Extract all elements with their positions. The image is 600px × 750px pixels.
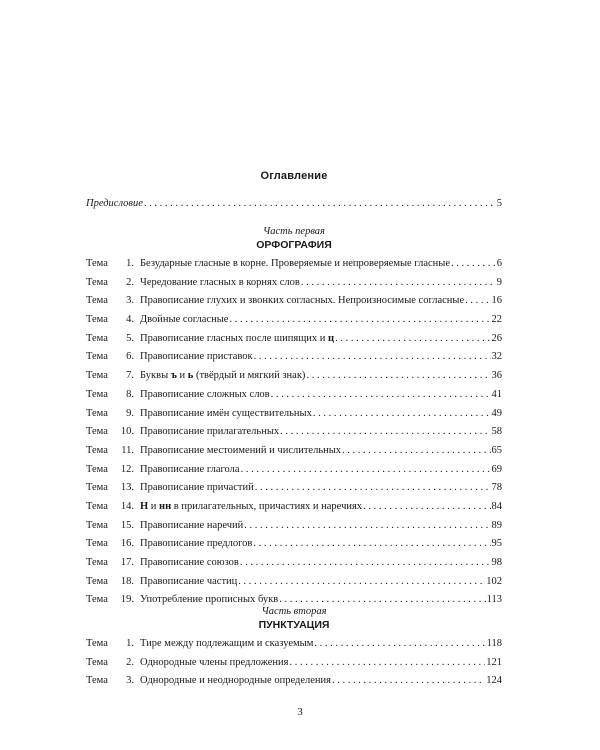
topic-label: Тема — [86, 258, 108, 269]
toc-row[interactable] — [86, 389, 502, 408]
leader-dots — [289, 657, 485, 668]
toc-row[interactable] — [86, 675, 502, 694]
topic-page: 58 — [491, 426, 502, 438]
topic-title: Тире между подлежащим и сказуемым — [140, 638, 314, 649]
topic-page: 41 — [491, 388, 502, 400]
topic-title: Правописание прилагательных — [140, 426, 280, 438]
leader-dots — [229, 314, 490, 325]
part2-title: ПУНКТУАЦИЯ — [258, 619, 330, 631]
leader-dots — [144, 198, 496, 209]
topic-page: 9 — [496, 276, 502, 288]
topic-page: 95 — [491, 538, 502, 550]
leader-dots — [306, 370, 490, 381]
topic-page: 124 — [486, 675, 502, 687]
topic-title-text: Правописание гласных после шипящих и — [140, 332, 329, 344]
topic-number: 3. — [126, 295, 134, 307]
topic-page: 69 — [491, 463, 502, 475]
leader-dots — [279, 594, 485, 605]
topic-page: 36 — [491, 370, 502, 382]
topic-title: Правописание сложных слов — [140, 388, 270, 400]
topic-label: Тема — [86, 463, 108, 475]
topic-number: 19. — [120, 594, 134, 606]
topic-label: Тема — [86, 388, 108, 400]
topic-title-bold-letter: Н — [140, 500, 149, 512]
toc-row[interactable] — [86, 370, 502, 389]
topic-page: 121 — [486, 656, 502, 668]
topic-label: Тема — [86, 444, 108, 456]
part1-topic-list — [86, 258, 502, 613]
topic-title-text: Буквы — [140, 370, 171, 382]
topic-page: 102 — [486, 575, 502, 587]
leader-dots — [363, 501, 490, 512]
leader-dots — [238, 576, 485, 587]
leader-dots — [313, 408, 491, 419]
topic-title — [140, 370, 305, 381]
toc-row[interactable] — [86, 314, 502, 333]
topic-page: 16 — [491, 295, 502, 307]
topic-label: Тема — [86, 370, 108, 382]
leader-dots — [314, 638, 485, 649]
topic-title: Правописание имён существительных — [140, 407, 312, 419]
leader-dots — [271, 389, 491, 400]
toc-row[interactable] — [86, 333, 502, 352]
part2-subtitle: Часть вторая — [261, 606, 327, 617]
topic-title: Правописание наречий — [140, 519, 244, 531]
topic-page: 113 — [486, 594, 502, 606]
topic-number: 1. — [126, 258, 134, 269]
topic-label: Тема — [86, 407, 108, 419]
page-number: 3 — [297, 706, 303, 718]
topic-page: 65 — [491, 444, 502, 456]
leader-dots — [332, 675, 485, 686]
leader-dots — [280, 426, 490, 437]
topic-label: Тема — [86, 538, 108, 550]
part1-title: ОРФОГРАФИЯ — [256, 239, 332, 251]
topic-page: 89 — [491, 519, 502, 531]
leader-dots — [335, 333, 490, 344]
toc-row[interactable] — [86, 351, 502, 370]
part2-topic-list — [86, 638, 502, 694]
topic-title-bold-letter: нн — [159, 500, 172, 512]
topic-number: 15. — [120, 519, 134, 531]
topic-page: 49 — [491, 407, 502, 419]
topic-title-bold-letter: ь — [187, 370, 194, 382]
topic-title: Чередование гласных в корнях слов — [140, 276, 300, 288]
topic-title: Двойные согласные — [140, 314, 229, 326]
topic-title-bold-letter: ц — [328, 332, 335, 344]
topic-title: Правописание глухих и звонких согласных. Непроизносимые согласные — [140, 295, 465, 307]
toc-row[interactable] — [86, 657, 502, 676]
toc-row[interactable] — [86, 408, 502, 427]
toc-row[interactable] — [86, 295, 502, 314]
topic-title: Однородные члены предложения — [140, 656, 289, 668]
topic-number: 2. — [126, 656, 134, 668]
topic-label: Тема — [86, 276, 108, 288]
topic-label: Тема — [86, 656, 108, 668]
topic-number: 10. — [120, 426, 134, 438]
leader-dots — [465, 295, 490, 306]
topic-page: 118 — [486, 638, 502, 649]
leader-dots — [253, 538, 490, 549]
topic-title: Правописание предлогов — [140, 538, 253, 550]
topic-number: 5. — [126, 332, 134, 344]
topic-number: 12. — [120, 463, 134, 475]
preface-entry[interactable] — [86, 198, 502, 209]
toc-row[interactable] — [86, 258, 502, 277]
toc-row[interactable] — [86, 576, 502, 595]
topic-label: Тема — [86, 519, 108, 531]
part1-subtitle: Часть первая — [263, 226, 325, 237]
topic-number: 2. — [126, 276, 134, 288]
topic-label: Тема — [86, 675, 108, 687]
topic-number: 4. — [126, 314, 134, 326]
topic-label: Тема — [86, 638, 108, 649]
topic-label: Тема — [86, 500, 108, 512]
preface-label: Предисловие — [86, 198, 143, 209]
topic-page: 22 — [491, 314, 502, 326]
topic-number: 7. — [126, 370, 134, 382]
topic-label: Тема — [86, 482, 108, 494]
topic-title-text: и — [176, 370, 188, 382]
toc-row[interactable] — [86, 638, 502, 657]
toc-row[interactable] — [86, 520, 502, 539]
topic-title — [140, 501, 362, 512]
topic-title: Правописание приставок — [140, 351, 253, 363]
leader-dots — [244, 520, 490, 531]
topic-label: Тема — [86, 594, 108, 606]
topic-label: Тема — [86, 557, 108, 568]
toc-row[interactable] — [86, 501, 502, 520]
topic-page: 84 — [491, 500, 502, 512]
leader-dots — [255, 482, 491, 493]
part1-heading — [86, 226, 502, 251]
toc-row[interactable] — [86, 277, 502, 296]
topic-title: Правописание местоимений и числительных — [140, 444, 342, 456]
topic-label: Тема — [86, 332, 108, 344]
topic-number: 1. — [126, 638, 134, 649]
leader-dots — [342, 445, 490, 456]
topic-number: 14. — [120, 500, 134, 512]
topic-title: Употребление прописных букв — [140, 594, 279, 606]
topic-title-bold-letter: ъ — [170, 370, 177, 382]
toc-row[interactable] — [86, 426, 502, 445]
topic-label: Тема — [86, 426, 108, 438]
topic-title: Правописание причастий — [140, 482, 254, 494]
topic-label: Тема — [86, 314, 108, 326]
toc-row[interactable] — [86, 445, 502, 464]
toc-row[interactable] — [86, 538, 502, 557]
toc-row[interactable] — [86, 482, 502, 501]
toc-title: Оглавление — [260, 170, 328, 182]
topic-title: Безударные гласные в корне. Проверяемые и непроверяемые гласные — [140, 258, 450, 269]
topic-number: 13. — [120, 482, 134, 494]
topic-number: 9. — [126, 407, 134, 419]
topic-label: Тема — [86, 575, 108, 587]
toc-row[interactable] — [86, 464, 502, 483]
topic-number: 16. — [120, 538, 134, 550]
topic-number: 6. — [126, 351, 134, 363]
topic-page: 26 — [491, 332, 502, 344]
topic-title — [140, 333, 334, 344]
topic-title: Правописание глагола — [140, 463, 240, 475]
topic-title: Однородные и неоднородные определения — [140, 675, 331, 687]
topic-number: 8. — [126, 388, 134, 400]
topic-number: 17. — [120, 557, 134, 568]
topic-page: 32 — [491, 351, 502, 363]
toc-row[interactable] — [86, 557, 502, 576]
topic-title-text: (твёрдый и мягкий знак) — [193, 370, 306, 382]
topic-page: 98 — [491, 557, 502, 568]
topic-page: 78 — [491, 482, 502, 494]
topic-title: Правописание частиц — [140, 575, 238, 587]
topic-label: Тема — [86, 351, 108, 363]
topic-number: 11. — [121, 444, 134, 456]
leader-dots — [254, 351, 491, 362]
part2-heading — [86, 606, 502, 631]
topic-title-text: в прилагательных, причастиях и наречиях — [171, 500, 363, 512]
topic-number: 18. — [120, 575, 134, 587]
leader-dots — [451, 258, 496, 269]
preface-page: 5 — [496, 198, 502, 209]
leader-dots — [240, 557, 491, 568]
topic-page: 6 — [496, 258, 502, 269]
leader-dots — [241, 464, 491, 475]
topic-number: 3. — [126, 675, 134, 687]
topic-title: Правописание союзов — [140, 557, 239, 568]
leader-dots — [301, 277, 496, 288]
topic-title-text: и — [148, 500, 160, 512]
topic-label: Тема — [86, 295, 108, 307]
